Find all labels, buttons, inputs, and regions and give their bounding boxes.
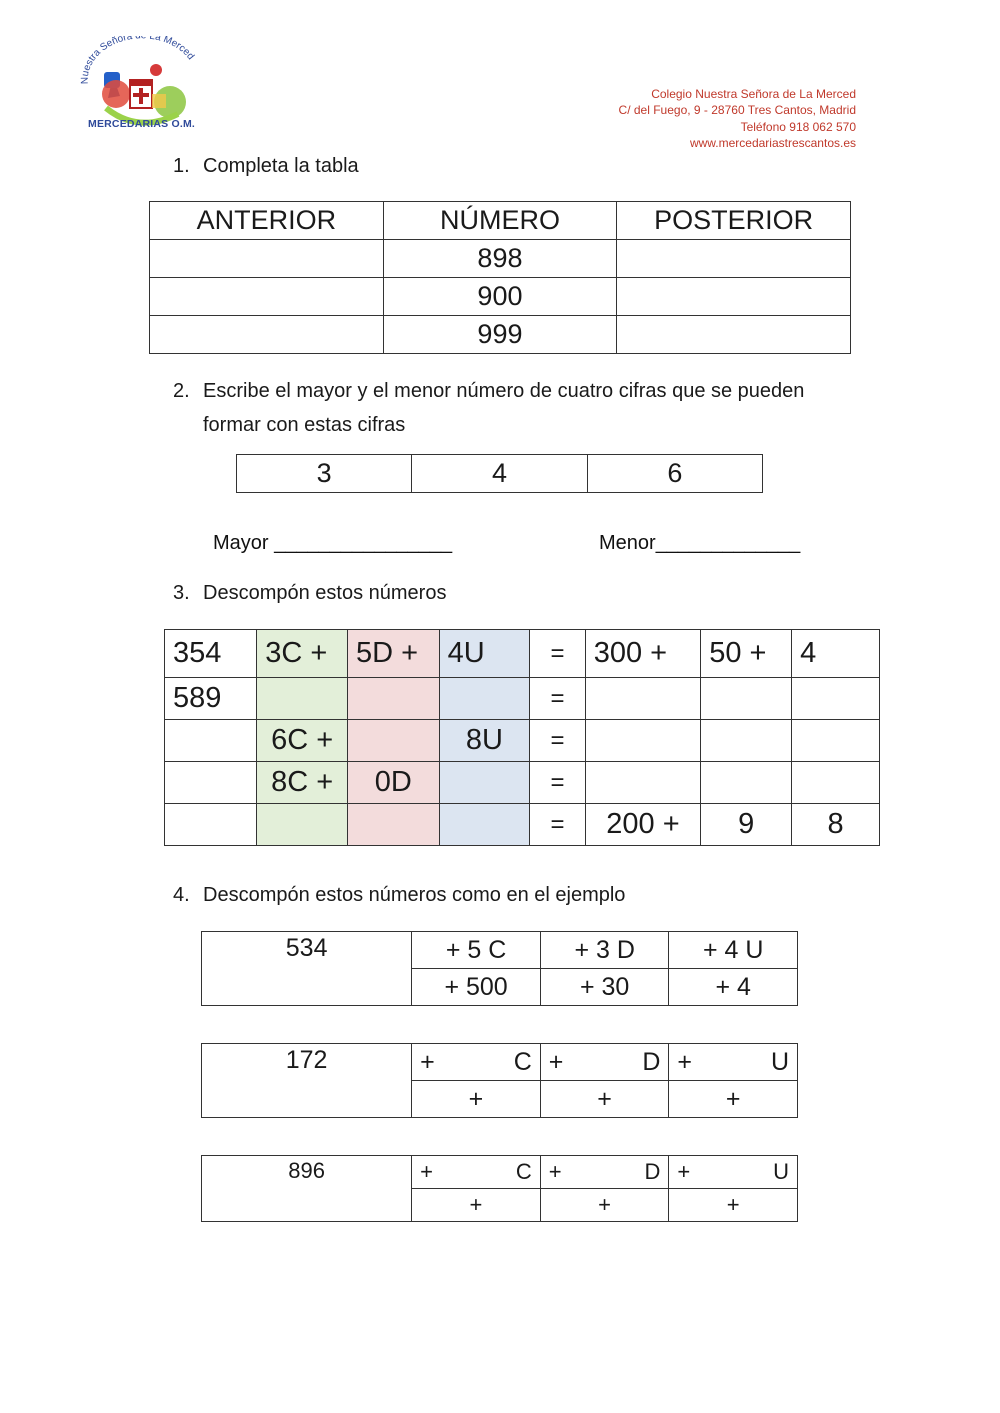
school-phone: Teléfono 918 062 570 xyxy=(740,119,856,134)
question-text-line1: Escribe el mayor y el menor número de cuatro cifras que se pueden xyxy=(203,380,805,402)
value-c-cell[interactable] xyxy=(585,720,701,762)
answer-cell[interactable] xyxy=(617,240,851,278)
unit-label: C xyxy=(513,1047,532,1076)
question-3 xyxy=(173,582,446,605)
decenas-cell[interactable] xyxy=(348,720,440,762)
value-u-cell: 8 xyxy=(792,804,880,846)
centenas-cell: 3C + xyxy=(257,630,348,678)
header-numero: NÚMERO xyxy=(383,202,617,240)
decenas-cell[interactable] xyxy=(540,1044,669,1081)
value-d-cell[interactable]: + xyxy=(540,1189,669,1222)
answer-cell[interactable] xyxy=(150,316,384,354)
equals-cell: = xyxy=(530,762,585,804)
decenas-cell: + 3 D xyxy=(540,932,669,969)
plus-sign: + xyxy=(677,1047,692,1076)
number-cell: 896 xyxy=(202,1156,412,1222)
value-u-cell[interactable]: + xyxy=(669,1189,798,1222)
table-row xyxy=(150,278,851,316)
unidades-cell[interactable] xyxy=(669,1044,798,1081)
value-d-cell[interactable]: + xyxy=(540,1081,669,1118)
question-2 xyxy=(173,374,804,442)
table-row xyxy=(150,240,851,278)
plus-sign: + xyxy=(548,1047,564,1076)
value-d-cell[interactable] xyxy=(701,720,792,762)
unidades-cell: + 4 U xyxy=(669,932,798,969)
digit-cell: 6 xyxy=(587,455,762,493)
answer-cell[interactable] xyxy=(150,240,384,278)
plus-sign: + xyxy=(677,1159,691,1184)
question-text: Descompón estos números xyxy=(203,582,447,604)
number-cell: 898 xyxy=(383,240,617,278)
value-c-cell[interactable]: + xyxy=(412,1081,541,1118)
table-row xyxy=(237,455,763,493)
table-row xyxy=(165,678,880,720)
equals-cell: = xyxy=(530,804,585,846)
question-text: Completa la tabla xyxy=(203,155,359,177)
unit-label: C xyxy=(515,1159,532,1184)
unidades-cell[interactable] xyxy=(439,762,530,804)
header-posterior: POSTERIOR xyxy=(617,202,851,240)
value-c-cell: 300 + xyxy=(585,630,701,678)
school-website: www.mercedariastrescantos.es xyxy=(689,135,856,150)
question-4 xyxy=(173,884,625,907)
question-1 xyxy=(173,155,359,178)
answer-cell[interactable] xyxy=(150,278,384,316)
question-number: 3. xyxy=(173,582,190,604)
exercise-decomposition-table xyxy=(201,1155,798,1222)
unidades-cell: 4U xyxy=(439,630,530,678)
number-cell[interactable] xyxy=(165,720,257,762)
decomposition-table xyxy=(164,629,880,846)
table-row xyxy=(150,316,851,354)
menor-answer-line[interactable]: Menor_____________ xyxy=(599,532,801,554)
value-d-cell[interactable] xyxy=(701,678,792,720)
school-info xyxy=(619,86,856,151)
unit-label: D xyxy=(644,1159,661,1184)
centenas-cell[interactable] xyxy=(257,804,348,846)
number-cell: 172 xyxy=(202,1044,412,1118)
exercise-decomposition-table xyxy=(201,1043,798,1118)
plus-sign: + xyxy=(420,1047,435,1076)
centenas-cell: 8C + xyxy=(257,762,348,804)
table-row xyxy=(165,630,880,678)
value-u-cell: + 4 xyxy=(669,969,798,1006)
digit-cell: 4 xyxy=(412,455,587,493)
value-d-cell: 50 + xyxy=(701,630,792,678)
unit-label: D xyxy=(642,1047,661,1076)
unidades-cell[interactable] xyxy=(439,804,530,846)
value-c-cell: 200 + xyxy=(585,804,701,846)
question-text-line2: formar con estas cifras xyxy=(203,414,406,436)
digit-cell: 3 xyxy=(237,455,412,493)
value-u-cell[interactable]: + xyxy=(669,1081,798,1118)
question-text: Descompón estos números como en el ejemplo xyxy=(203,884,626,906)
example-decomposition-table xyxy=(201,931,798,1006)
plus-sign: + xyxy=(420,1159,434,1184)
decenas-cell[interactable] xyxy=(348,804,440,846)
value-d-cell: + 30 xyxy=(540,969,669,1006)
value-d-cell[interactable] xyxy=(701,762,792,804)
unidades-cell[interactable] xyxy=(439,678,530,720)
value-c-cell[interactable] xyxy=(585,678,701,720)
question-number: 4. xyxy=(173,884,190,906)
value-u-cell[interactable] xyxy=(792,720,880,762)
decenas-cell: 0D xyxy=(348,762,440,804)
value-c-cell[interactable] xyxy=(585,762,701,804)
logo-text: MERCEDARIAS O.M. xyxy=(88,118,196,130)
table-row xyxy=(165,720,880,762)
table-header-row xyxy=(150,202,851,240)
number-cell: 999 xyxy=(383,316,617,354)
decenas-cell: 5D + xyxy=(348,630,440,678)
value-c-cell: + 500 xyxy=(412,969,541,1006)
decenas-cell[interactable] xyxy=(540,1156,669,1189)
value-u-cell[interactable] xyxy=(792,762,880,804)
unidades-cell: 8U xyxy=(439,720,530,762)
question-number: 1. xyxy=(173,155,190,177)
value-u-cell[interactable] xyxy=(792,678,880,720)
logo-arc-text: Nuestra Señora La Merced xyxy=(79,36,197,85)
table-row xyxy=(165,762,880,804)
value-c-cell[interactable]: + xyxy=(412,1189,541,1222)
unidades-cell[interactable] xyxy=(669,1156,798,1189)
unit-label: U xyxy=(770,1047,789,1076)
equals-cell: = xyxy=(530,720,585,762)
school-name: Colegio Nuestra Señora de La Merced xyxy=(651,87,856,101)
unit-label: U xyxy=(773,1159,789,1184)
equals-cell: = xyxy=(530,678,585,720)
number-cell[interactable] xyxy=(165,804,257,846)
decenas-cell[interactable] xyxy=(348,678,440,720)
equals-cell: = xyxy=(530,630,585,678)
table-row xyxy=(202,1044,798,1081)
plus-sign: + xyxy=(548,1159,562,1184)
number-cell: 900 xyxy=(383,278,617,316)
answer-cell[interactable] xyxy=(617,278,851,316)
number-cell[interactable]: 589 xyxy=(165,678,257,720)
table-row xyxy=(202,932,798,969)
centenas-cell: 6C + xyxy=(257,720,348,762)
answer-cell[interactable] xyxy=(617,316,851,354)
mayor-answer-line[interactable]: Mayor ________________ xyxy=(213,532,453,554)
centenas-cell: + 5 C xyxy=(412,932,541,969)
table-row xyxy=(165,804,880,846)
centenas-cell[interactable] xyxy=(257,678,348,720)
table-row xyxy=(202,1156,798,1189)
school-address: C/ del Fuego, 9 - 28760 Tres Cantos, Madrid xyxy=(618,103,856,118)
number-cell: 354 xyxy=(165,630,257,678)
centenas-cell[interactable] xyxy=(412,1156,541,1189)
centenas-cell[interactable] xyxy=(412,1044,541,1081)
header-anterior: ANTERIOR xyxy=(150,202,384,240)
digits-table xyxy=(236,454,763,493)
question-number: 2. xyxy=(173,380,190,402)
number-cell[interactable] xyxy=(165,762,257,804)
value-d-cell: 9 xyxy=(701,804,792,846)
value-u-cell: 4 xyxy=(792,630,880,678)
table-anterior-posterior xyxy=(149,201,851,354)
number-cell: 534 xyxy=(202,932,412,1006)
